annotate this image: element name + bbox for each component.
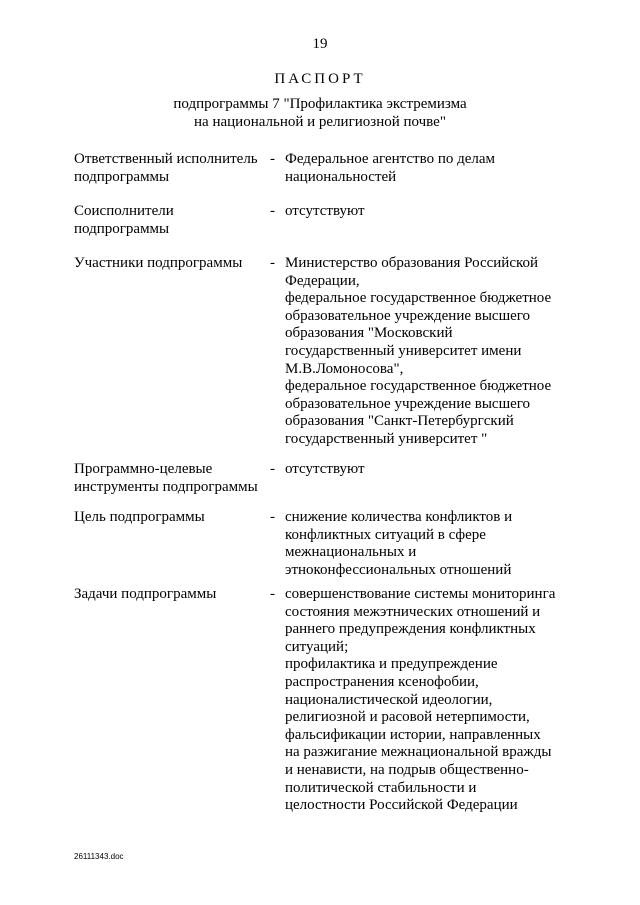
row-label — [74, 586, 269, 604]
row-value-line: националистической идеологии, — [285, 691, 493, 708]
row-dash: - — [270, 203, 275, 219]
row-value-line: М.В.Ломоносова", — [285, 360, 404, 377]
row-label — [74, 509, 269, 527]
row-label-line: Ответственный исполнитель — [74, 151, 258, 167]
row-value — [285, 509, 585, 579]
row-value-line: распространения ксенофобии, — [285, 673, 479, 690]
row-label-line: Программно-целевые — [74, 461, 213, 477]
row-label-line: Участники подпрограммы — [74, 255, 243, 271]
row-value-line: на разжигание межнациональной вражды — [285, 744, 552, 761]
row-dash: - — [270, 461, 275, 477]
row-label-line: Задачи подпрограммы — [74, 586, 217, 602]
row-value-line: и ненависти, на подрыв общественно- — [285, 761, 529, 778]
row-value-line: совершенствование системы мониторинга — [285, 586, 556, 602]
row-value-line: конфликтных ситуаций в сфере — [285, 526, 486, 543]
page-title: ПАСПОРТ — [274, 71, 366, 87]
row-value — [285, 151, 585, 186]
row-value-line: федеральное государственное бюджетное — [285, 378, 552, 395]
row-value — [285, 255, 585, 449]
row-label-line: подпрограммы — [74, 168, 170, 185]
row-value-line: религиозной и расовой нетерпимости, — [285, 709, 530, 726]
row-label — [74, 255, 269, 273]
row-label — [74, 203, 269, 238]
row-value-line: образовательное учреждение высшего — [285, 307, 531, 324]
row-value-line: состояния межэтнических отношений и — [285, 603, 541, 620]
row-value-line: образовательное учреждение высшего — [285, 395, 531, 412]
row-value-line: образования "Московский — [285, 325, 453, 342]
row-value-line: ситуаций; — [285, 638, 349, 655]
row-value-line: этноконфессиональных отношений — [285, 561, 512, 578]
subtitle-line: на национальной и религиозной почве" — [194, 114, 446, 130]
row-value-line: государственный университет " — [285, 430, 488, 447]
row-value-line: отсутствуют — [285, 203, 365, 219]
row-label — [74, 461, 269, 496]
row-value-line: фальсификации истории, направленных — [285, 726, 541, 743]
page-subtitle — [0, 95, 640, 131]
row-value — [285, 461, 585, 479]
row-value-line: государственный университет имени — [285, 342, 522, 359]
row-value-line: образования "Санкт-Петербургский — [285, 413, 514, 430]
row-value — [285, 203, 585, 221]
row-value-line: межнациональных и — [285, 544, 417, 561]
row-value-line: Министерство образования Российской — [285, 255, 539, 271]
row-value-line: федеральное государственное бюджетное — [285, 290, 552, 307]
row-dash: - — [270, 586, 275, 602]
subtitle-line: подпрограммы 7 "Профилактика экстремизма — [173, 96, 467, 112]
row-label-line: Цель подпрограммы — [74, 509, 205, 525]
row-label-line: инструменты подпрограммы — [74, 478, 258, 495]
row-value-line: раннего предупреждения конфликтных — [285, 621, 536, 638]
row-value-line: снижение количества конфликтов и — [285, 509, 513, 525]
row-label-line: подпрограммы — [74, 220, 170, 237]
page-number: 19 — [312, 36, 328, 52]
row-value-line: отсутствуют — [285, 461, 365, 477]
row-value-line: Федеральное агентство по делам — [285, 151, 496, 167]
row-label-line: Соисполнители — [74, 203, 174, 219]
row-dash: - — [270, 509, 275, 525]
row-value — [285, 586, 585, 815]
row-dash: - — [270, 255, 275, 271]
row-value-line: профилактика и предупреждение — [285, 656, 498, 673]
row-value-line: целостности Российской Федерации — [285, 797, 518, 814]
row-value-line: политической стабильности и — [285, 779, 477, 796]
row-label — [74, 151, 269, 186]
row-dash: - — [270, 151, 275, 167]
row-value-line: национальностей — [285, 168, 397, 185]
row-value-line: Федерации, — [285, 272, 360, 289]
document-filename: 26111343.doc — [74, 852, 124, 861]
